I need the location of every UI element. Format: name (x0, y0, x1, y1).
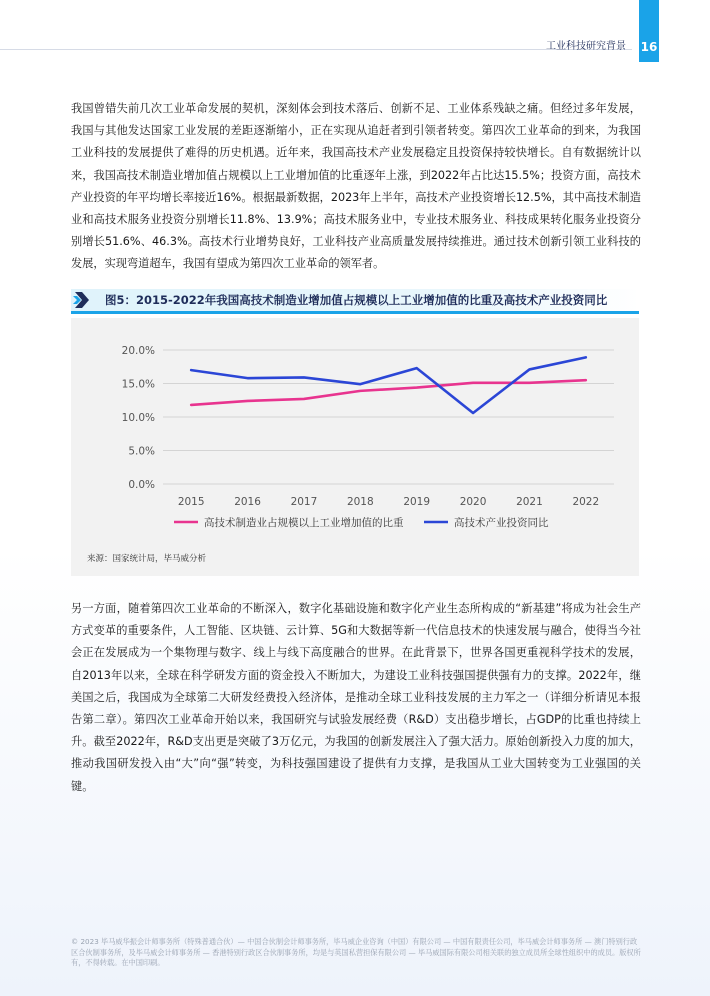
figure-title: 图5：2015-2022年我国高技术制造业增加值占规模以上工业增加值的比重及高技术产业投资同比 (105, 293, 608, 307)
y-tick-label: 0.0% (128, 479, 155, 491)
series-line-2 (191, 357, 586, 413)
x-tick-label: 2021 (516, 496, 543, 508)
x-tick-label: 2018 (346, 496, 374, 508)
legend-label: 高技术产业投资同比 (454, 517, 549, 529)
chart-source: 来源：国家统计局，毕马威分析 (87, 554, 207, 564)
x-tick-label: 2017 (290, 496, 318, 508)
y-tick-label: 20.0% (121, 345, 155, 357)
legal-footer: © 2023 毕马威华振会计师事务所（特殊普通合伙）— 中国合伙制会计师事务所，毕马威企业咨询（中国）有限公司 — 中国有限责任公司，毕马威会计师事务所 — 澳门特别行政区合伙制事务所，及毕马威会计师事务所 — 香港特别行政区合伙制事务所，均是与英国私营担保有限公司 — 毕马威国际有限公司相关联的独立成员所全球性组织中的成员。版权所有，不得转载。在中国印刷。 (71, 937, 641, 967)
x-tick-label: 2019 (403, 496, 431, 508)
header-rule (0, 49, 632, 50)
x-tick-label: 2020 (459, 496, 487, 508)
body-paragraph-1: 我国曾错失前几次工业革命发展的契机，深刻体会到技术落后、创新不足、工业体系残缺之痛。但经过多年发展，我国与其他发达国家工业发展的差距逐渐缩小，正在实现从追赶者到引领者转变。第四次工业革命的到来，为我国工业科技的发展提供了难得的历史机遇。近年来，我国高技术产业发展稳定且投资保持较快增长。自有数据统计以来，我国高技术制造业增加值占规模以上工业增加值的比重逐年上涨，到2022年占比达15.5%；投资方面，高技术产业投资的年平均增长率接近16%。根据最新数据，2023年上半年，高技术产业投资增长12.5%，其中高技术制造业和高技术服务业投资分别增长11.8%、13.9%；高技术服务业中，专业技术服务业、科技成果转化服务业投资分别增长51.6%、46.3%。高技术行业增势良好，工业科技产业高质量发展持续推进。通过技术创新引领工业科技的发展，实现弯道超车，我国有望成为第四次工业革命的领军者。 (71, 102, 641, 271)
y-tick-label: 15.0% (121, 378, 155, 391)
x-tick-label: 2016 (234, 496, 261, 508)
section-title: 工业科技研究背景 (546, 41, 626, 52)
figure-header (71, 289, 639, 315)
legend-label: 高技术制造业占规模以上工业增加值的比重 (204, 517, 404, 529)
chart-panel (71, 318, 639, 576)
x-tick-label: 2015 (177, 496, 205, 508)
x-tick-label: 2022 (572, 496, 600, 508)
y-tick-label: 5.0% (128, 445, 155, 458)
body-paragraph-2: 另一方面，随着第四次工业革命的不断深入，数字化基础设施和数字化产业生态所构成的“新基建”将成为社会生产方式变革的重要条件，人工智能、区块链、云计算、5G和大数据等新一代信息技术的快速发展与融合，使得当今社会正在发展成为一个集物理与数字、线上与线下高度融合的世界。在此背景下，世界各国更重视科学技术的发展，自2013年以来，全球在科学研发方面的资金投入不断加大，为建设工业科技强国提供强有力的支撑。2022年，继美国之后，我国成为全球第二大研发经费投入经济体，是推动全球工业科技发展的主力军之一（详细分析请见本报告第二章）。第四次工业革命开始以来，我国研究与试验发展经费（R&D）支出稳步增长，占GDP的比重也持续上升。截至2022年，R&D支出更是突破了3万亿元，为我国的创新发展注入了强大活力。原始创新投入力度的加大，推动我国研发投入由“大”向“强”转变，为科技强国建设了提供有力支撑，是我国从工业大国转变为工业强国的关键。 (71, 602, 641, 793)
chevron-right-icon (73, 291, 91, 309)
page-number: 16 (640, 40, 658, 54)
line-chart (71, 318, 639, 548)
y-tick-label: 10.0% (121, 412, 155, 424)
figure-header-underline (71, 311, 639, 314)
